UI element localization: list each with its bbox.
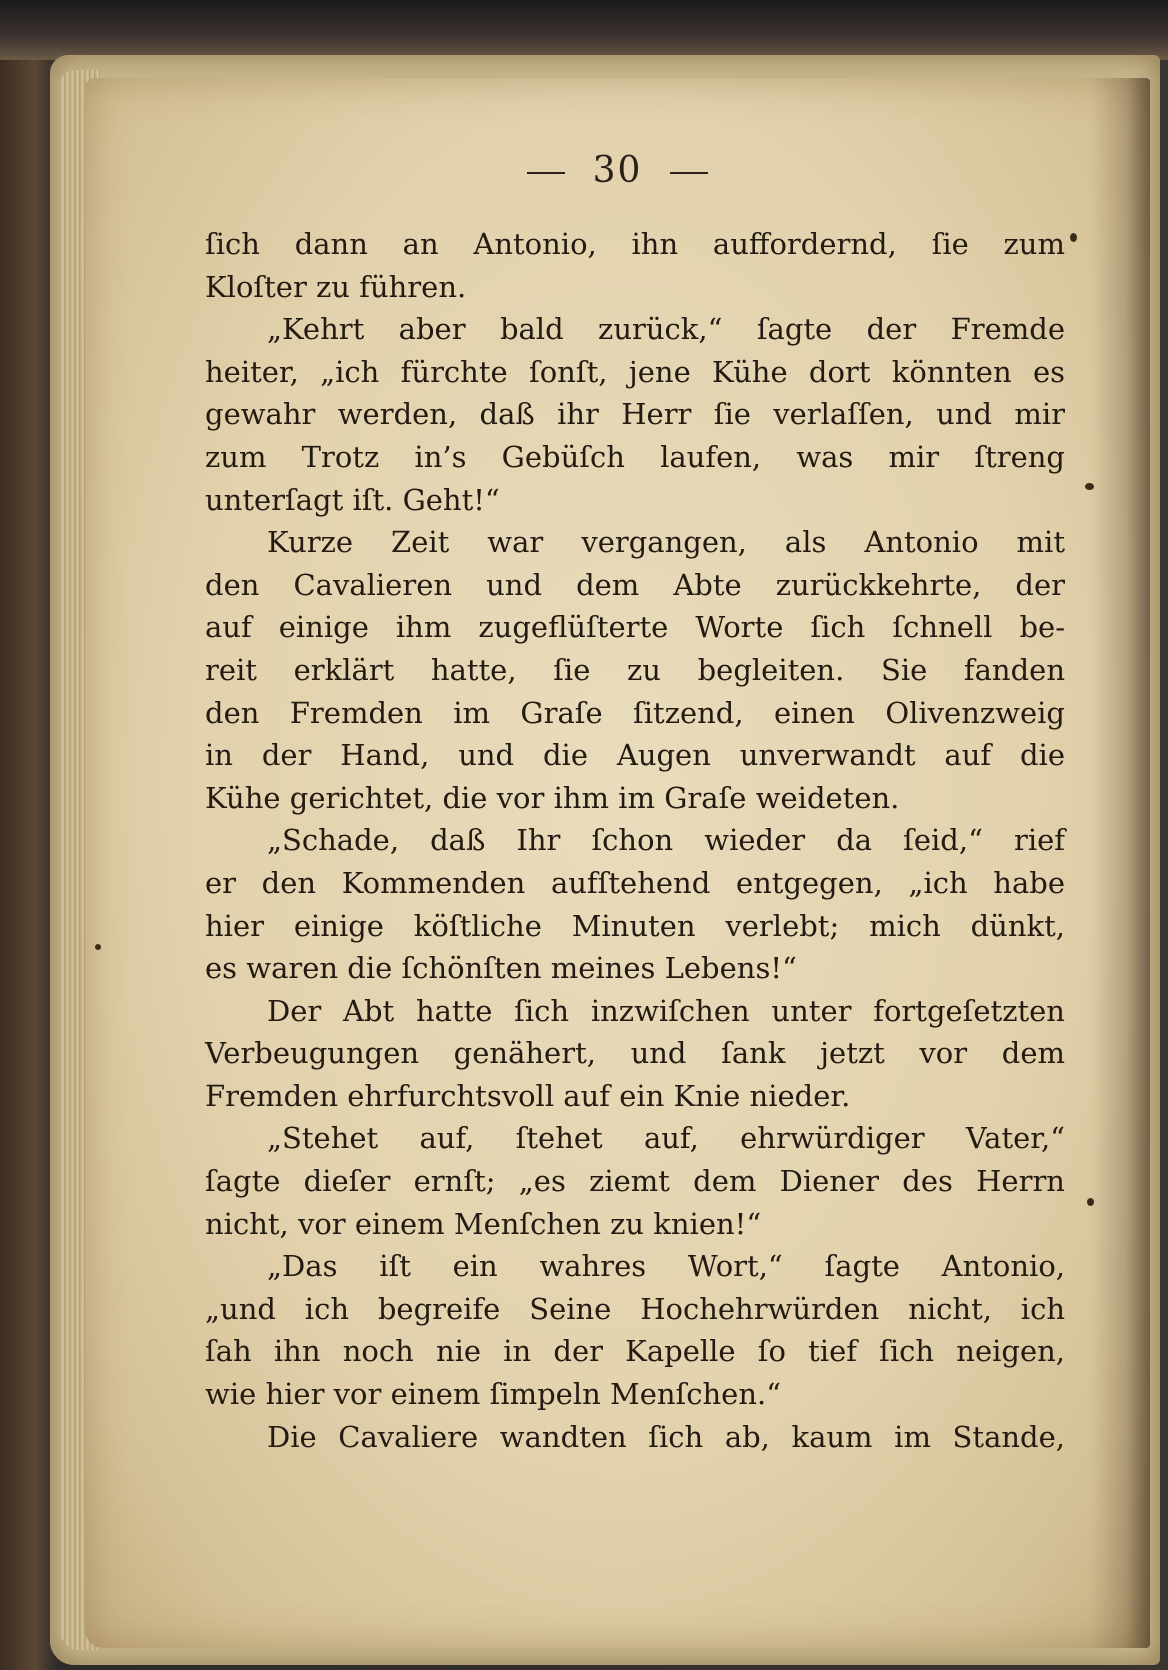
text-line: Kurze Zeit war vergangen, als Antonio mit xyxy=(267,525,1065,560)
text-line: den Fremden im Graſe ſitzend, einen Olivenzweig xyxy=(205,695,1065,730)
paper-fleck xyxy=(1070,233,1077,242)
text-line: in der Hand, und die Augen unverwandt auf die xyxy=(205,738,1065,773)
page-header xyxy=(85,150,1150,191)
header-dash-right xyxy=(670,172,708,174)
text-line: „Das iſt ein wahres Wort,“ ſagte Antonio, xyxy=(267,1249,1065,1284)
page-number: 30 xyxy=(592,150,643,191)
text-line: Die Cavaliere wandten ſich ab, kaum im Stande, xyxy=(267,1419,1065,1454)
paper-fleck xyxy=(95,944,101,950)
text-line: es waren die ſchönſten meines Lebens!“ xyxy=(205,951,797,986)
text-line: Der Abt hatte ſich inzwiſchen unter fortgeſetzten xyxy=(267,993,1065,1028)
text-line: ſich dann an Antonio, ihn auffordernd, ſie zum xyxy=(205,227,1065,261)
text-line: er den Kommenden aufſtehend entgegen, „ich habe xyxy=(205,865,1065,900)
body-text xyxy=(205,223,1065,1458)
text-line: Kühe gerichtet, die vor ihm im Graſe weideten. xyxy=(205,780,900,815)
text-line: Fremden ehrfurchtsvoll auf ein Knie nieder. xyxy=(205,1078,851,1113)
text-line: den Cavalieren und dem Abte zurückkehrte, der xyxy=(205,567,1065,602)
text-line: Kloſter zu führen. xyxy=(205,269,467,304)
header-dash-left xyxy=(527,172,565,174)
text-line: unterſagt iſt. Geht!“ xyxy=(205,482,500,517)
text-line: wie hier vor einem ſimpeln Menſchen.“ xyxy=(205,1377,782,1412)
text-line: ſah ihn noch nie in der Kapelle ſo tief ſich neigen, xyxy=(205,1334,1065,1369)
text-line: gewahr werden, daß ihr Herr ſie verlaſſen, und mir xyxy=(205,397,1065,432)
text-line: auf einige ihm zugeflüſterte Worte ſich ſchnell be- xyxy=(205,610,1065,645)
text-line: „Stehet auf, ſtehet auf, ehrwürdiger Vater,“ xyxy=(267,1121,1065,1156)
book-page xyxy=(85,78,1150,1648)
text-line: reit erklärt hatte, ſie zu begleiten. Sie fanden xyxy=(205,652,1065,687)
text-line: hier einige köſtliche Minuten verlebt; mich dünkt, xyxy=(205,908,1065,943)
text-line: nicht, vor einem Menſchen zu knien!“ xyxy=(205,1206,762,1241)
text-line: „und ich begreife Seine Hochehrwürden nicht, ich xyxy=(205,1291,1065,1326)
book-cover-edge xyxy=(0,0,1168,60)
paper-fleck xyxy=(1085,483,1094,490)
spine-shadow xyxy=(1090,78,1150,1648)
text-line: „Kehrt aber bald zurück,“ ſagte der Fremde xyxy=(267,312,1065,347)
text-line: ſagte dieſer ernſt; „es ziemt dem Diener des Herrn xyxy=(205,1164,1065,1199)
text-line: zum Trotz in’s Gebüſch laufen, was mir ſtreng xyxy=(205,439,1065,474)
paper-fleck xyxy=(1087,1198,1094,1206)
text-line: „Schade, daß Ihr ſchon wieder da ſeid,“ rief xyxy=(267,823,1065,858)
text-line: heiter, „ich fürchte ſonſt, jene Kühe dort könnten es xyxy=(205,354,1065,389)
text-line: Verbeugungen genähert, und ſank jetzt vor dem xyxy=(205,1036,1065,1071)
